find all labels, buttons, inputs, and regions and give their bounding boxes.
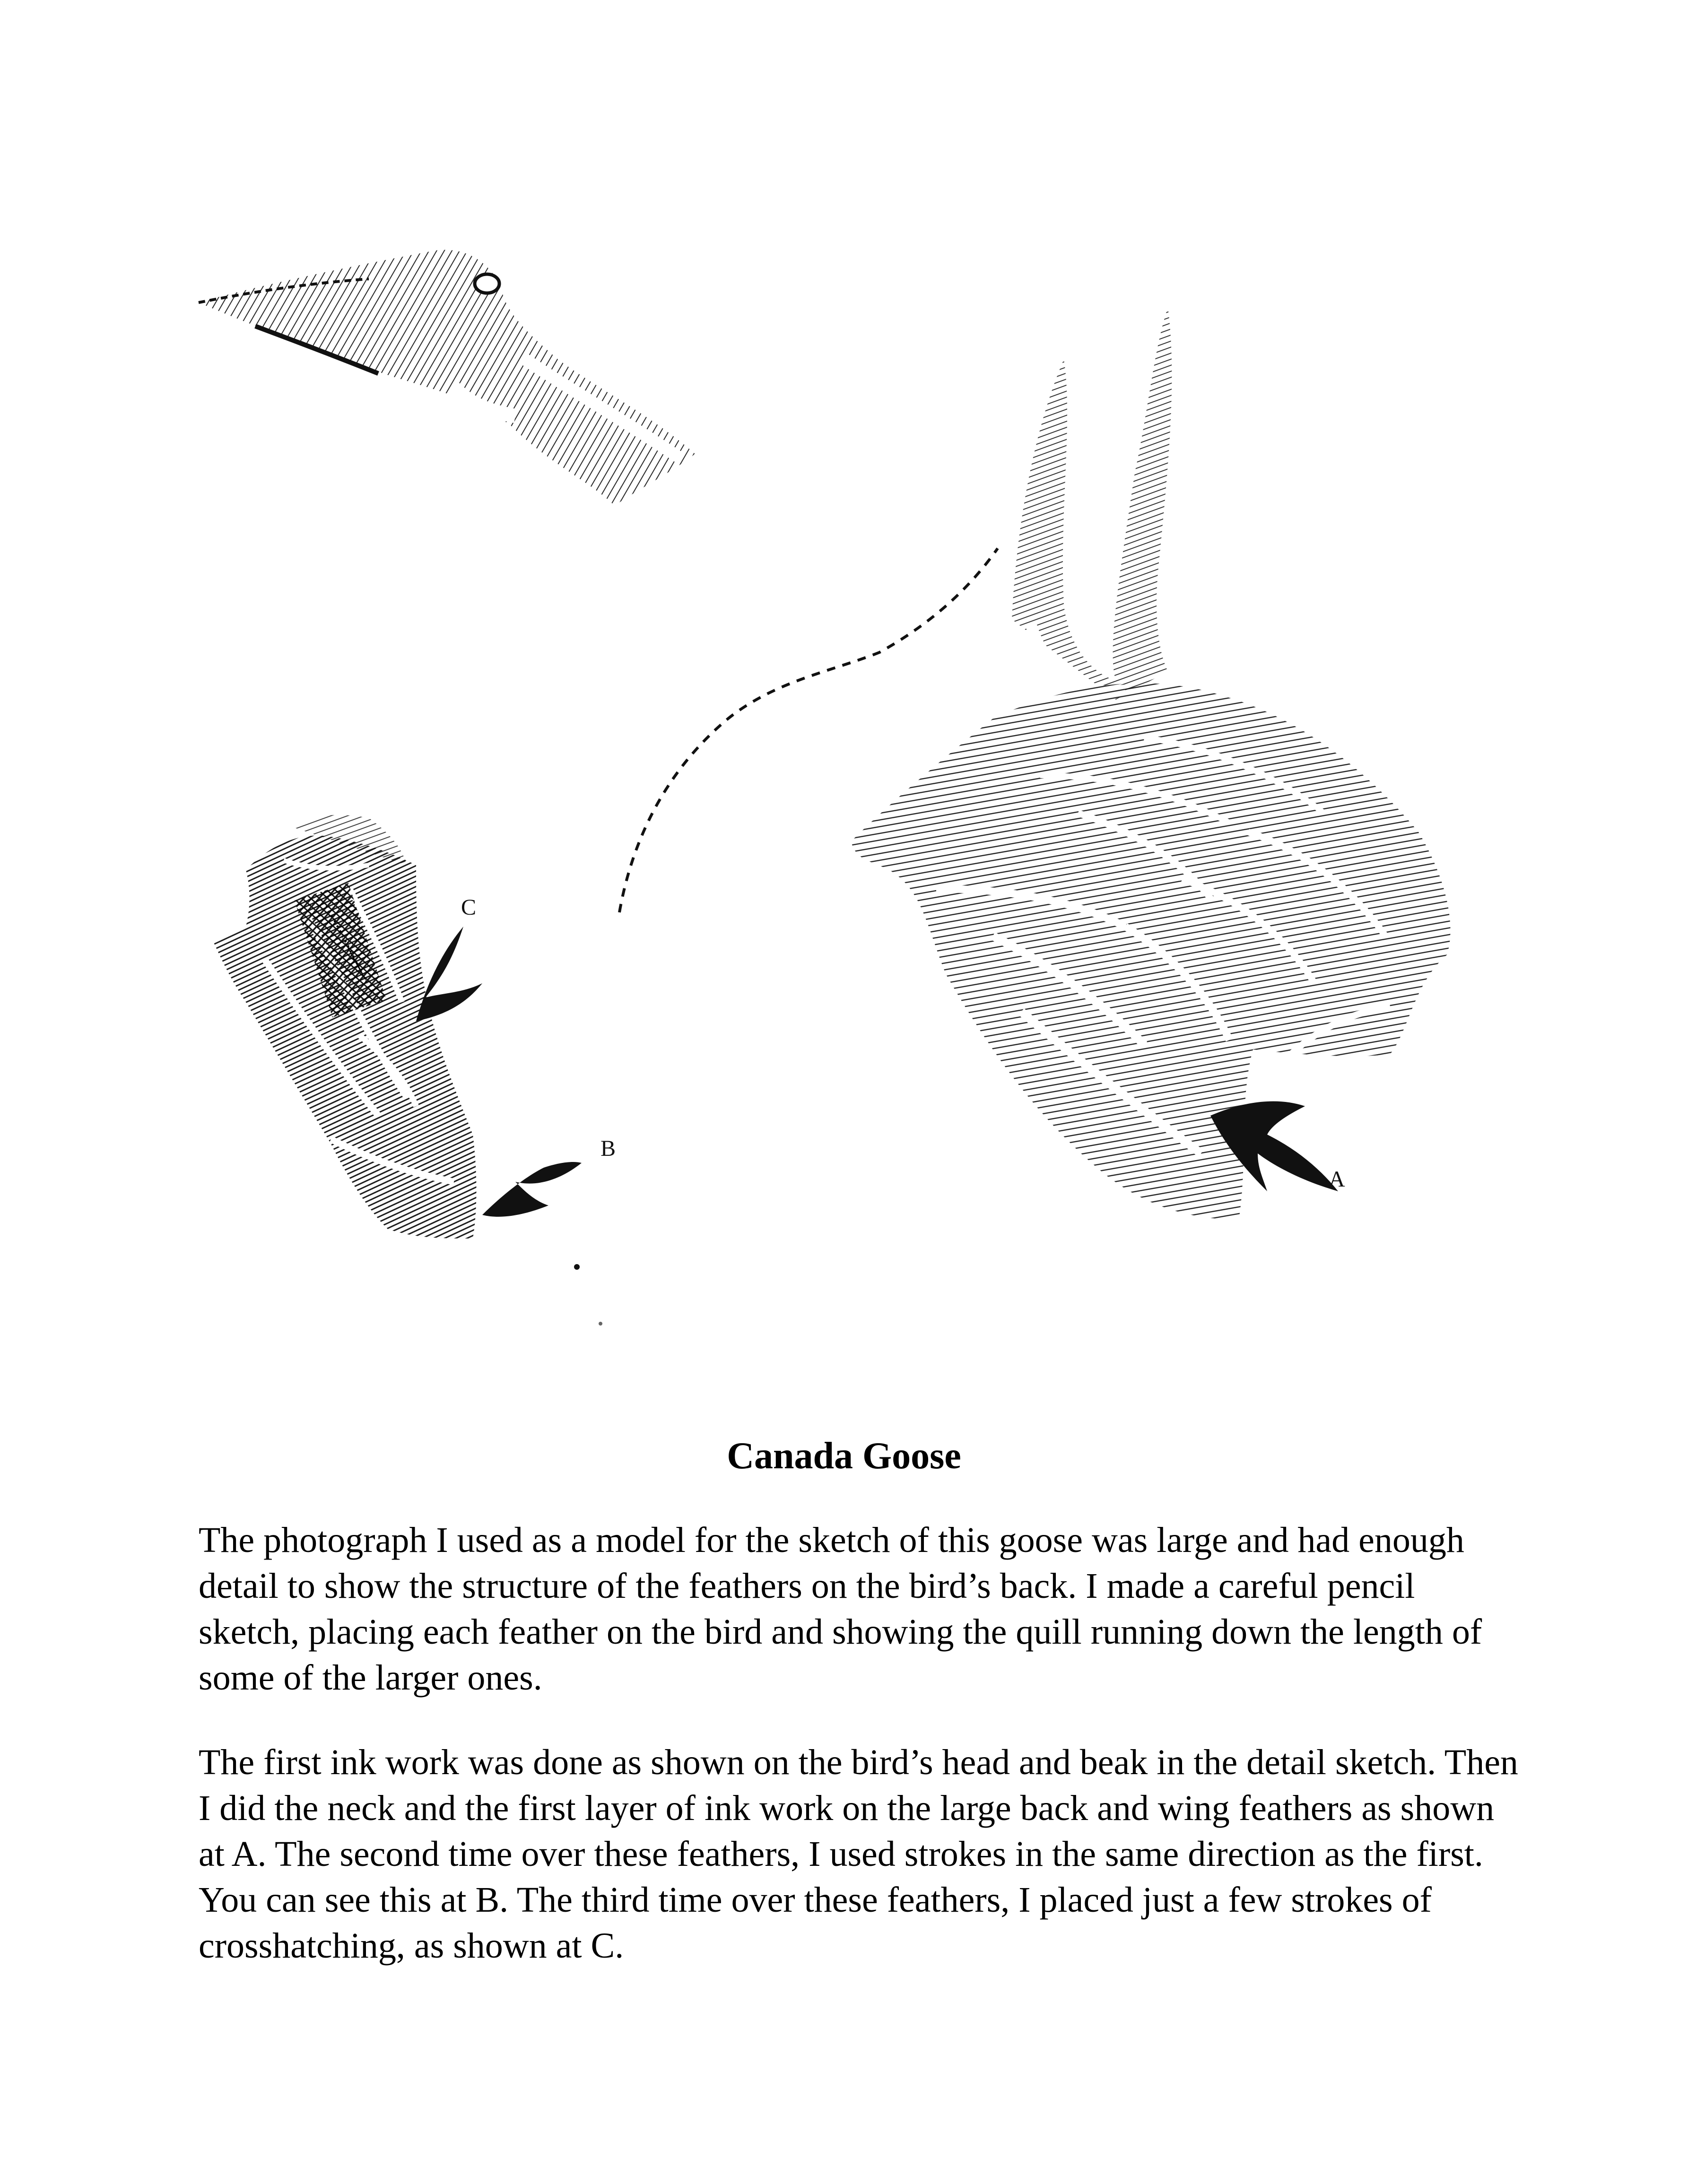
page-title: Canada Goose bbox=[727, 1435, 961, 1477]
goose-neck-sketch bbox=[1012, 307, 1172, 700]
goose-back-feathers-a bbox=[851, 683, 1451, 1220]
label-c: C bbox=[461, 895, 477, 920]
paragraph-1: The photograph I used as a model for the sketch of this goose was large and had enough detail to show the structure of the feathers on the bird’s back. I made a careful pencil sketch, placing each feather on the bird and showing the quill running down the length of some of the larger ones. bbox=[199, 1520, 1482, 1698]
goose-head-sketch bbox=[199, 250, 695, 506]
paragraph-2: The first ink work was done as shown on the bird’s head and beak in the detail sketch. Then I did the neck and the first layer of ink work on the large back and wing feathers as shown at A. The second time over these feathers, I used strokes in the same direction as the first. You can see this at B. The third time over these feathers, I placed just a few strokes of crosshatching, as shown at C. bbox=[199, 1742, 1518, 1966]
arrow-c bbox=[416, 927, 482, 1021]
arrow-b bbox=[482, 1162, 582, 1217]
label-b: B bbox=[600, 1136, 616, 1161]
goose-feathers-detail-bc bbox=[213, 815, 477, 1239]
label-a: A bbox=[1329, 1167, 1345, 1192]
